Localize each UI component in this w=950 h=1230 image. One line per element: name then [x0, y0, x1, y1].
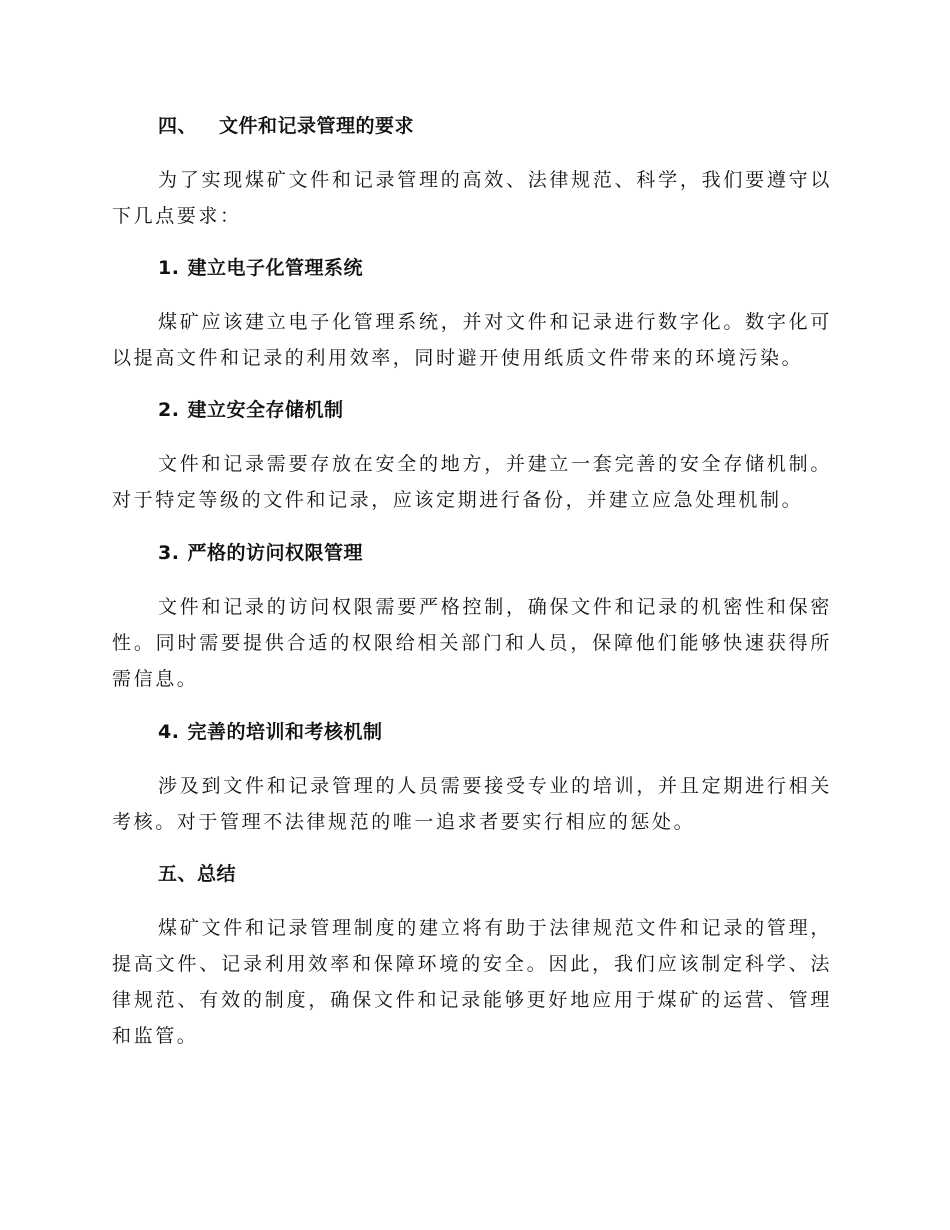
- section-5-heading: 五、总结: [158, 863, 237, 885]
- section-4-intro: 为了实现煤矿文件和记录管理的高效、法律规范、科学，我们要遵守以下几点要求：: [112, 169, 832, 227]
- item-4-heading: [158, 720, 382, 744]
- section-4-heading: [158, 114, 414, 138]
- item-2-text: 文件和记录需要存放在安全的地方，并建立一套完善的安全存储机制。对于特定等级的文件和记录，应该定期进行备份，并建立应急处理机制。: [112, 453, 832, 511]
- item-3-title: 严格的访问权限管理: [187, 542, 363, 564]
- item-4-text: 涉及到文件和记录管理的人员需要接受专业的培训，并且定期进行相关考核。对于管理不法律规范的唯一追求者要实行相应的惩处。: [112, 775, 832, 833]
- section-4-title: 文件和记录管理的要求: [219, 115, 415, 137]
- section-4-number: 四、: [158, 115, 198, 137]
- item-1-title: 建立电子化管理系统: [187, 257, 363, 279]
- item-1-text: 煤矿应该建立电子化管理系统，并对文件和记录进行数字化。数字化可以提高文件和记录的利用效率，同时避开使用纸质文件带来的环境污染。: [112, 311, 832, 369]
- item-4-title: 完善的培训和考核机制: [187, 721, 383, 743]
- section-5-text: 煤矿文件和记录管理制度的建立将有助于法律规范文件和记录的管理，提高文件、记录利用效率和保障环境的安全。因此，我们应该制定科学、法律规范、有效的制度，确保文件和记录能够更好地应用于煤矿的运营、管理和监管。: [112, 917, 832, 1047]
- item-1-heading: [158, 256, 363, 280]
- item-2-heading: [158, 398, 343, 422]
- item-2-title: 建立安全存储机制: [187, 399, 344, 421]
- item-3-heading: [158, 541, 363, 565]
- item-1-number: 1.: [158, 257, 180, 279]
- item-3-text: 文件和记录的访问权限需要严格控制，确保文件和记录的机密性和保密性。同时需要提供合适的权限给相关部门和人员，保障他们能够快速获得所需信息。: [112, 596, 832, 690]
- item-3-number: 3.: [158, 542, 180, 564]
- item-2-number: 2.: [158, 399, 180, 421]
- item-4-number: 4.: [158, 721, 180, 743]
